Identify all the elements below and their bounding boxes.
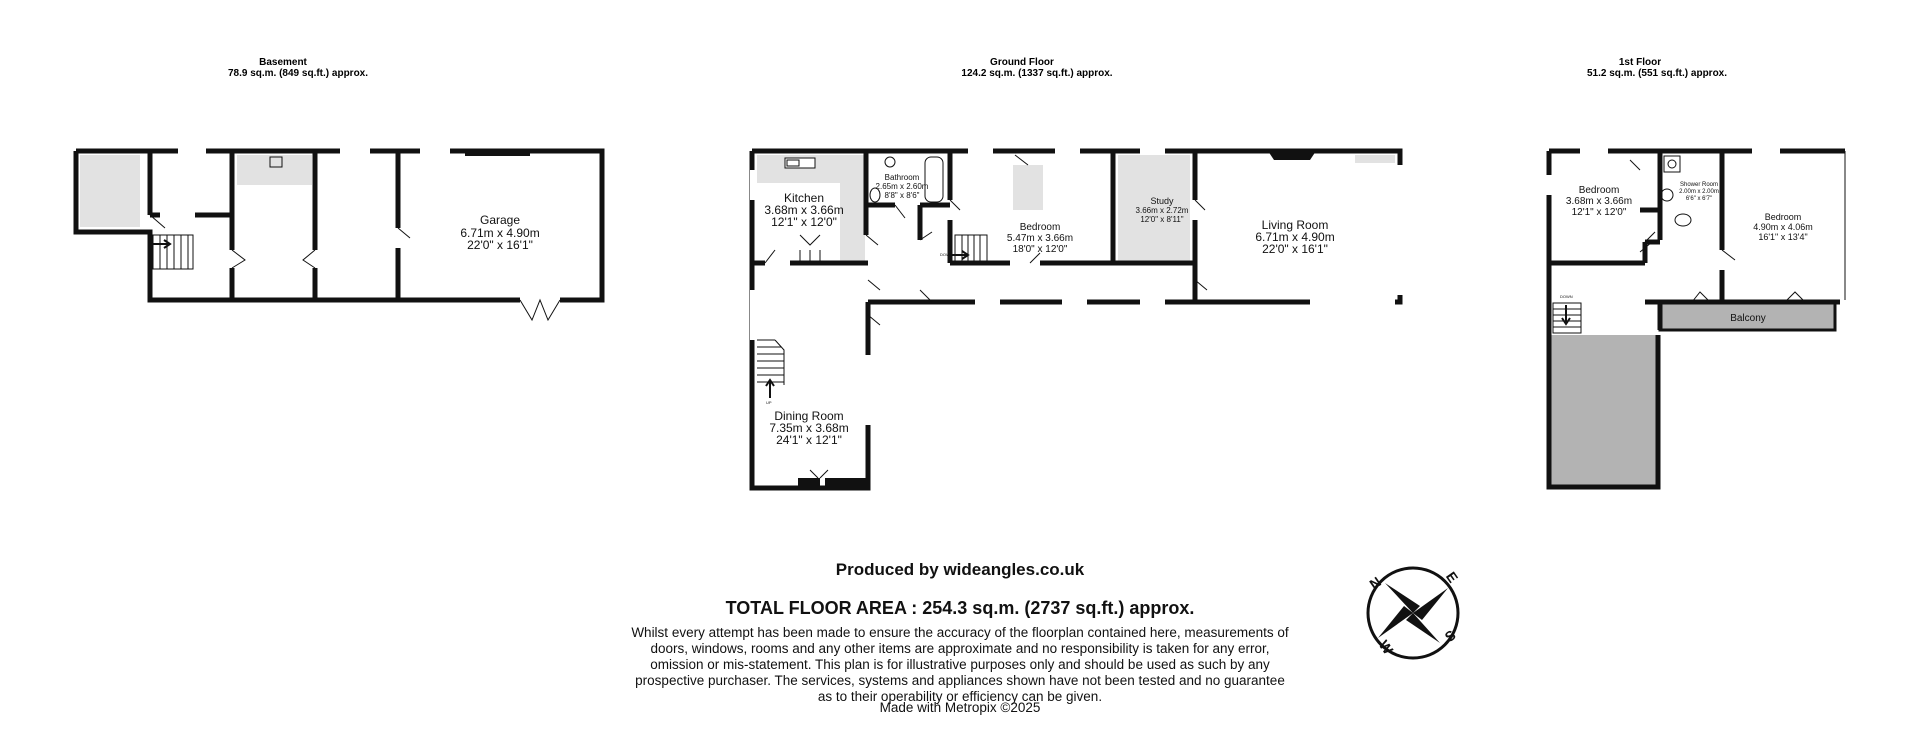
disclaimer-text: Whilst every attempt has been made to ensure the accuracy of the floorplan contained here, measurements of doors, windows, rooms and any other items are approximate and no responsibility is taken for any error, omission or mis-statement. This plan is for illustrative purposes only and should be used as such by any prospective purchaser. The services, systems and appliances shown have not been tested and no guarantee as to their operability or efficiency can be given. [631, 625, 1289, 704]
first-floor-area: 51.2 sq.m. (551 sq.ft.) approx. [1586, 68, 1728, 79]
balcony-label: Balcony [1730, 313, 1766, 324]
living-room-metric: 6.71m x 4.90m [1255, 230, 1335, 244]
bedroom-metric: 5.47m x 3.66m [1006, 233, 1074, 244]
dining-room-imperial: 24'1" x 12'1" [776, 433, 842, 447]
kitchen-metric: 3.68m x 3.66m [764, 203, 844, 217]
compass-west: W [1375, 637, 1397, 658]
basement-title: Basement [259, 57, 307, 68]
ground-staircase-down [955, 235, 987, 261]
garage-metric: 6.71m x 4.90m [460, 226, 540, 240]
first-bedroom-metric: 3.68m x 3.66m [1565, 196, 1633, 207]
bathroom-name: Bathroom [884, 173, 920, 182]
compass-needle-icon [1378, 606, 1413, 638]
kitchen-name: Kitchen [783, 191, 825, 205]
made-with-credit: Made with Metropix ©2025 [879, 700, 1041, 715]
bedroom-imperial: 18'0" x 12'0" [1012, 244, 1068, 255]
dining-stair-up-label: UP [766, 400, 772, 405]
living-shelf [1355, 155, 1395, 163]
compass-north: N [1366, 573, 1384, 593]
shower-room-imperial: 6'6" x 6'7" [1685, 196, 1713, 202]
compass-east: E [1442, 568, 1462, 586]
ground-stair-down-label: DOWN [940, 252, 953, 257]
second-bedroom-imperial: 16'1" x 13'4" [1758, 232, 1808, 242]
living-fireplace [1268, 151, 1316, 160]
garage-name: Garage [479, 213, 521, 227]
first-floor-plan [1546, 57, 1848, 487]
dining-fireplace [825, 478, 868, 488]
dining-stair-arrow [766, 380, 774, 398]
bathroom-imperial: 8'8" x 8'6" [884, 191, 920, 200]
dining-fireplace [798, 478, 820, 488]
basement-fireplace [465, 150, 530, 156]
basement-shaded-area [237, 155, 312, 185]
second-bedroom-name: Bedroom [1764, 212, 1802, 222]
study-metric: 3.66m x 2.72m [1135, 206, 1189, 215]
compass-needle-icon [1413, 588, 1448, 620]
first-bedroom-name: Bedroom [1578, 185, 1620, 196]
first-floor-stair-down-label: DOWN [1560, 294, 1573, 299]
kitchen-counter [840, 183, 865, 263]
basement-staircase [153, 235, 193, 269]
basement-shaded-area [80, 155, 140, 227]
dining-room-metric: 7.35m x 3.68m [769, 421, 849, 435]
living-room-name: Living Room [1261, 218, 1329, 232]
garage-imperial: 22'0" x 16'1" [467, 238, 533, 252]
compass [1366, 568, 1461, 658]
produced-by: Produced by wideangles.co.uk [835, 560, 1085, 579]
study-imperial: 12'0" x 8'11" [1140, 215, 1184, 224]
dining-room-name: Dining Room [774, 409, 844, 423]
basement-plan [76, 57, 602, 320]
bathroom-metric: 2.65m x 2.60m [875, 182, 929, 191]
study-name: Study [1150, 196, 1174, 206]
stairwell-void [1549, 335, 1657, 485]
ground-floor-area: 124.2 sq.m. (1337 sq.ft.) approx. [961, 68, 1113, 79]
ground-floor-plan [750, 57, 1403, 488]
shower-room-metric: 2.00m x 2.00m [1679, 189, 1719, 195]
first-bedroom-imperial: 12'1" x 12'0" [1571, 207, 1627, 218]
bedroom-name: Bedroom [1019, 222, 1061, 233]
kitchen-sink [785, 158, 815, 168]
total-floor-area: TOTAL FLOOR AREA : 254.3 sq.m. (2737 sq.ft.) approx. [725, 598, 1195, 618]
dining-staircase [757, 340, 784, 385]
shower-room-name: Shower Room [1679, 182, 1719, 188]
basement-area: 78.9 sq.m. (849 sq.ft.) approx. [227, 68, 369, 79]
kitchen-imperial: 12'1" x 12'0" [771, 215, 837, 229]
living-room-imperial: 22'0" x 16'1" [1262, 242, 1328, 256]
compass-south: S [1441, 626, 1459, 646]
ground-floor-title: Ground Floor [990, 57, 1054, 68]
first-floor-title: 1st Floor [1618, 57, 1662, 68]
second-bedroom-metric: 4.90m x 4.06m [1753, 222, 1813, 232]
bedroom-wardrobe [1013, 165, 1043, 210]
